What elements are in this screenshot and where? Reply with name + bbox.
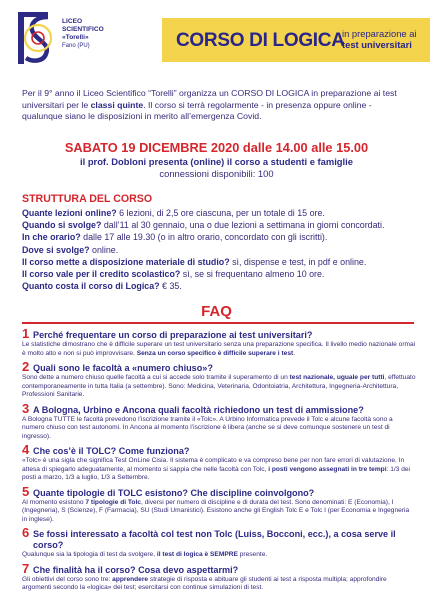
structure-question: Il corso mette a disposizione materiale di studio? — [22, 256, 230, 267]
structure-item — [22, 231, 418, 243]
faq-answer — [22, 457, 416, 483]
faq-number: 1 — [22, 326, 30, 341]
intro-text-2: . Il corso si terrà regolarmente - in presenza oppure online - qualunque siano le disposizioni in merito all’emergenza Covid. — [22, 99, 372, 122]
structure-question: Il corso vale per il credito scolastico? — [22, 269, 181, 280]
faq-answer-text-end: , effettuato contemporaneamente in tutta Italia (a settembre). Sono: Medicina, Veterinaria, Odontoiatria, Architettura, Ingegneria-Architettura, Professioni Sanitarie. — [22, 374, 416, 398]
structure-answer: sì, se si frequentano almeno 10 ore. — [180, 269, 325, 280]
faq-answer-bold: test nazionale, uguale per tutti — [289, 374, 385, 381]
faq-item — [22, 443, 416, 483]
structure-answer: 6 lezioni, di 2,5 ore ciascuna, per un totale di 15 ore. — [116, 208, 325, 218]
faq-question: Se fossi interessato a facoltà col test non Tolc (Luiss, Bocconi, ecc.), a cosa serve il corso? — [33, 529, 396, 550]
intro-text-1: Per il 9° anno il Liceo Scientifico “Torelli” organizza un CORSO DI LOGICA in preparazione ai test universitari per le — [22, 88, 397, 110]
faq-answer-bold: Senza un corso specifico è difficile superare i test — [136, 349, 294, 357]
banner-sub-line-1: in preparazione ai — [342, 28, 417, 39]
faq-number: 3 — [22, 400, 30, 416]
faq-divider — [22, 322, 414, 324]
event-date: SABATO 19 DICEMBRE 2020 dalle 14.00 alle 15.00 — [64, 140, 369, 155]
faq-question: Che finalità ha il corso? Cosa devo aspettarmi? — [33, 564, 239, 575]
faq-question: Quali sono le facoltà a «numero chiuso»? — [33, 363, 213, 373]
faq-list — [22, 327, 416, 595]
structure-answer: dalle 17 alle 19.30 (o in altro orario, concordato con gli iscritti). — [80, 232, 328, 243]
school-name — [62, 18, 152, 50]
structure-question: Dove si svolge? — [22, 244, 90, 255]
school-line-2: SCIENTIFICO — [62, 26, 104, 33]
faq-number: 5 — [22, 483, 30, 499]
faq-item — [22, 360, 416, 400]
faq-item — [22, 562, 416, 593]
faq-number: 2 — [22, 359, 30, 374]
structure-question: Quanto costa il corso di Logica? — [22, 281, 160, 292]
faq-answer-bold: i posti vengono assegnati in tre tempi — [268, 465, 387, 473]
structure-item — [22, 268, 418, 280]
faq-question: Che cos’è il TOLC? Come funziona? — [33, 446, 190, 456]
faq-item — [22, 526, 416, 560]
intro-bold: classi quinte — [90, 99, 144, 110]
faq-answer-text-end: presente. — [237, 551, 268, 558]
header — [0, 0, 433, 78]
banner-sub-line-2: test universitari — [342, 39, 412, 50]
faq-answer-text: Le statistiche dimostrano che è difficile superare un test universitario senza una preparazione specifica. Il livello medio nazionale ormai è molto alto e non si può improvvisare. — [22, 341, 416, 357]
event-presenter: il prof. Dobloni presenta (online) il corso a studenti e famiglie — [80, 156, 353, 167]
faq-answer-text: A Bologna TUTTE le facoltà prevedono l’iscrizione tramite il «Tolc». A Urbino Informatica prevede il Tolc e alcune facoltà sono a numero chiuso con test autonomi. In Ancona al momento l’iscrizione è libera (anche se si deve comunque sostenere un test di ingresso). — [22, 415, 393, 440]
school-city: Fano (PU) — [62, 43, 90, 49]
school-line-3: «Torelli» — [62, 34, 89, 41]
faq-answer-text: Gli obiettivi del corso sono tre: — [22, 575, 113, 583]
structure-answer: sì, dispense e test, in pdf e online. — [229, 256, 367, 267]
school-line-1: LICEO — [62, 18, 83, 25]
title-banner — [162, 18, 430, 62]
intro-paragraph — [22, 88, 414, 123]
faq-item — [22, 327, 416, 358]
structure-item — [22, 280, 418, 292]
faq-answer-text: «Tolc» è una sigla che significa Test OnLine Cisia. Il sistema è complicato e va compreso bene per non fare errori di valutazione. In attesa di spiegarlo adeguatamente, al momento si sappia che nelle facoltà con Tolc, — [22, 457, 405, 473]
faq-answer — [22, 576, 416, 593]
banner-subtitle — [342, 28, 428, 50]
faq-item — [22, 485, 416, 525]
faq-title: FAQ — [201, 303, 232, 320]
structure-item — [22, 219, 418, 231]
structure-question: Quante lezioni online? — [22, 208, 117, 218]
event-connections: connessioni disponibili: 100 — [159, 168, 274, 179]
faq-answer-bold: 7 tipologie di Tolc — [85, 498, 141, 506]
faq-answer-text: Sono dette a numero chiuso quelle facoltà a cui si accede solo tramite il superamento di un — [22, 374, 290, 381]
structure-answer: online. — [89, 244, 119, 255]
faq-answer-text-end: , diversi per numero di discipline e di durata del test. Sono denominati: E (Economia), I (Ingegneria), S (Scienze), F (Farmacia), SU (Studi Umanistici). Esistono anche gli English Tolc E e Tolc I (per Economia e Ingegneria in inglese). — [22, 498, 410, 523]
faq-number: 7 — [22, 560, 30, 576]
faq-item — [22, 402, 416, 442]
faq-question: A Bologna, Urbino e Ancona quali facoltà richiedono un test di ammissione? — [33, 404, 364, 415]
structure-question: In che orario? — [22, 232, 81, 243]
faq-question: Perché frequentare un corso di preparazione ai test universitari? — [33, 330, 313, 340]
faq-answer-text-end: . — [293, 349, 296, 357]
faq-answer-bold: il test di logica è SEMPRE — [156, 551, 238, 558]
faq-answer-text-end: strategie di risposta e abituare gli studenti ai test a risposta multipla; approfondire argomenti secondo la «logica» dei test; esercitarsi con continue simulazioni di test. — [22, 575, 387, 591]
faq-number: 4 — [22, 442, 30, 457]
faq-question: Quante tipologie di TOLC esistono? Che discipline coinvolgono? — [33, 487, 315, 498]
structure-item — [22, 244, 418, 256]
event-announcement — [0, 140, 433, 180]
structure-question: Quando si svolge? — [22, 220, 102, 231]
structure-answer: € 35. — [159, 281, 182, 292]
faq-answer — [22, 551, 416, 560]
faq-answer-text-end: : 1/3 dei posti a marzo, 1/3 a luglio, 1/3 a Settembre. — [22, 465, 411, 481]
faq-answer — [22, 499, 416, 525]
faq-answer-text: Qualunque sia la tipologia di test da svolgere, — [22, 551, 157, 558]
course-structure — [22, 193, 418, 292]
structure-item — [22, 207, 418, 219]
faq-number: 6 — [22, 525, 30, 540]
structure-item — [22, 256, 418, 268]
school-logo-icon — [16, 8, 54, 68]
faq-answer — [22, 374, 416, 400]
faq-answer — [22, 416, 416, 442]
banner-title: CORSO DI LOGICA — [176, 30, 345, 51]
structure-title: STRUTTURA DEL CORSO — [22, 193, 153, 205]
faq-answer-text: Al momento esistono — [22, 498, 86, 506]
faq-answer-bold: apprendere — [112, 575, 149, 583]
faq-answer — [22, 341, 416, 358]
structure-answer: dall’11 al 30 gennaio, una o due lezioni a settimana in giorni concordati. — [101, 220, 385, 231]
